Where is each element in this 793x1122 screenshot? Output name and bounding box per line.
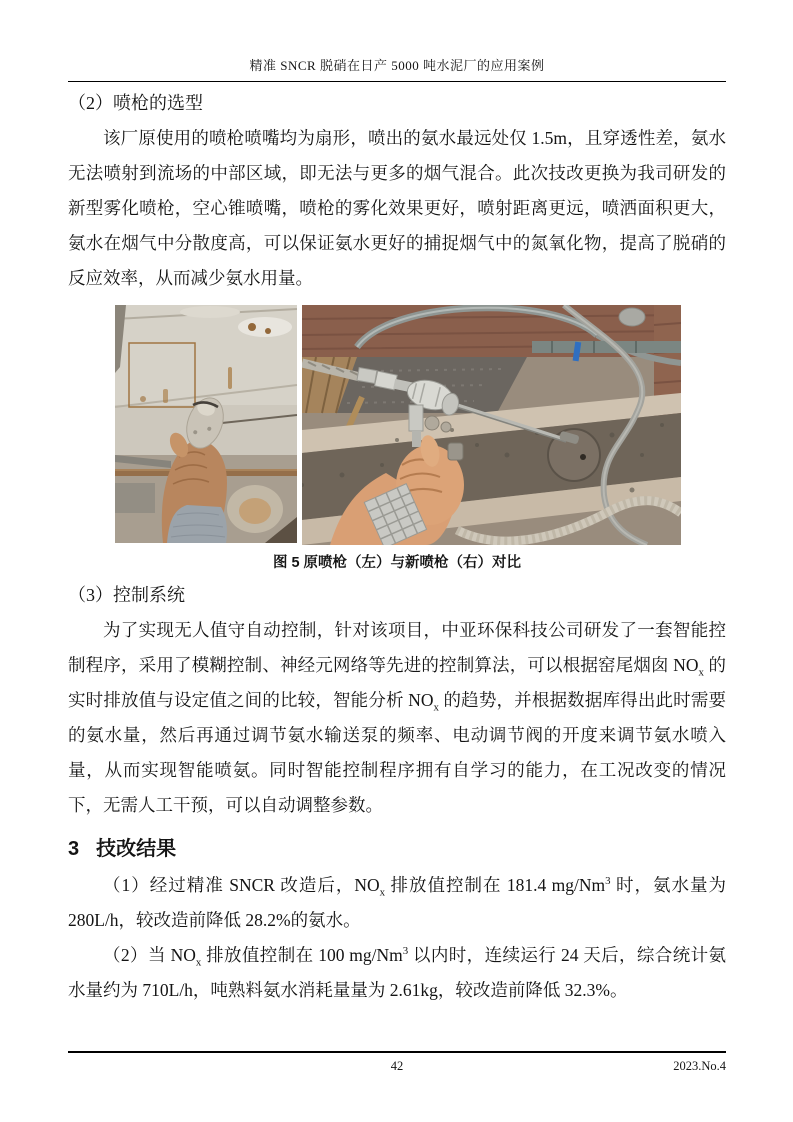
section-heading-nozzle: （2）喷枪的选型: [68, 93, 203, 113]
result-item-2: （2）当 $NO_x$ 排放值控制在 100 mg/Nm$^3$ 以内时，连续运行 24 天后，综合统计氨水量约为 710L/h，吨熟料氨水消耗量量为 2.61kg，较改造前降低 32.3%。: [68, 945, 727, 1000]
old-lance-photo: [115, 305, 297, 543]
result-item-1: （1）经过精准 SNCR 改造后，$NO_x$ 排放值控制在 181.4 mg/Nm$^3$ 时，氨水量为 280L/h，较改造前降低 28.2%的氨水。: [68, 875, 727, 930]
page-footer: [68, 1051, 726, 1077]
running-title: 精准 SNCR 脱硝在日产 5000 吨水泥厂的应用案例: [68, 0, 726, 82]
paragraph-nozzle: 该厂原使用的喷枪喷嘴均为扇形，喷出的氨水最远处仅 1.5m，且穿透性差，氨水无法喷射到流场的中部区域，即无法与更多的烟气混合。此次技改更换为我司研发的新型雾化喷枪，空心锥喷嘴，喷枪的雾化效果更好，喷射距离更远，喷洒面积更大，氨水在烟气中分散度高，可以保证氨水更好的捕捉烟气中的氮氧化物，提高了脱硝的反应效率，从而减少氨水用量。: [68, 128, 726, 288]
section-heading-control: （3）控制系统: [68, 585, 185, 605]
results-heading: [68, 830, 726, 868]
new-lance-photo: [302, 305, 681, 545]
issue-label: 2023.No.4: [673, 1059, 726, 1073]
figure-caption: 图 5 原喷枪（左）与新喷枪（右）对比: [272, 555, 522, 571]
paragraph-control: 为了实现无人值守自动控制，针对该项目，中亚环保科技公司研发了一套智能控制程序，采用了模糊控制、神经元网络等先进的控制算法，可以根据窑尾烟囱 $NO_x$ 的实时排放值与设定值之间的比较，智能分析 $NO_x$ 的趋势，并根据数据库得出此时需要的氨水量，然后再通过调节氨水输送泵的频率、电动调节阀的开度来调节氨水喷入量，从而实现智能喷氨。同时智能控制程序拥有自学习的能力，在工况改变的情况下，无需人工干预，可以自动调整参数。: [68, 620, 726, 815]
figure-row: [68, 305, 726, 545]
results-heading-title: 技改结果: [96, 838, 177, 860]
page-number: 42: [390, 1059, 404, 1073]
page-content: [68, 0, 726, 1008]
results-heading-number: 3: [68, 838, 80, 860]
